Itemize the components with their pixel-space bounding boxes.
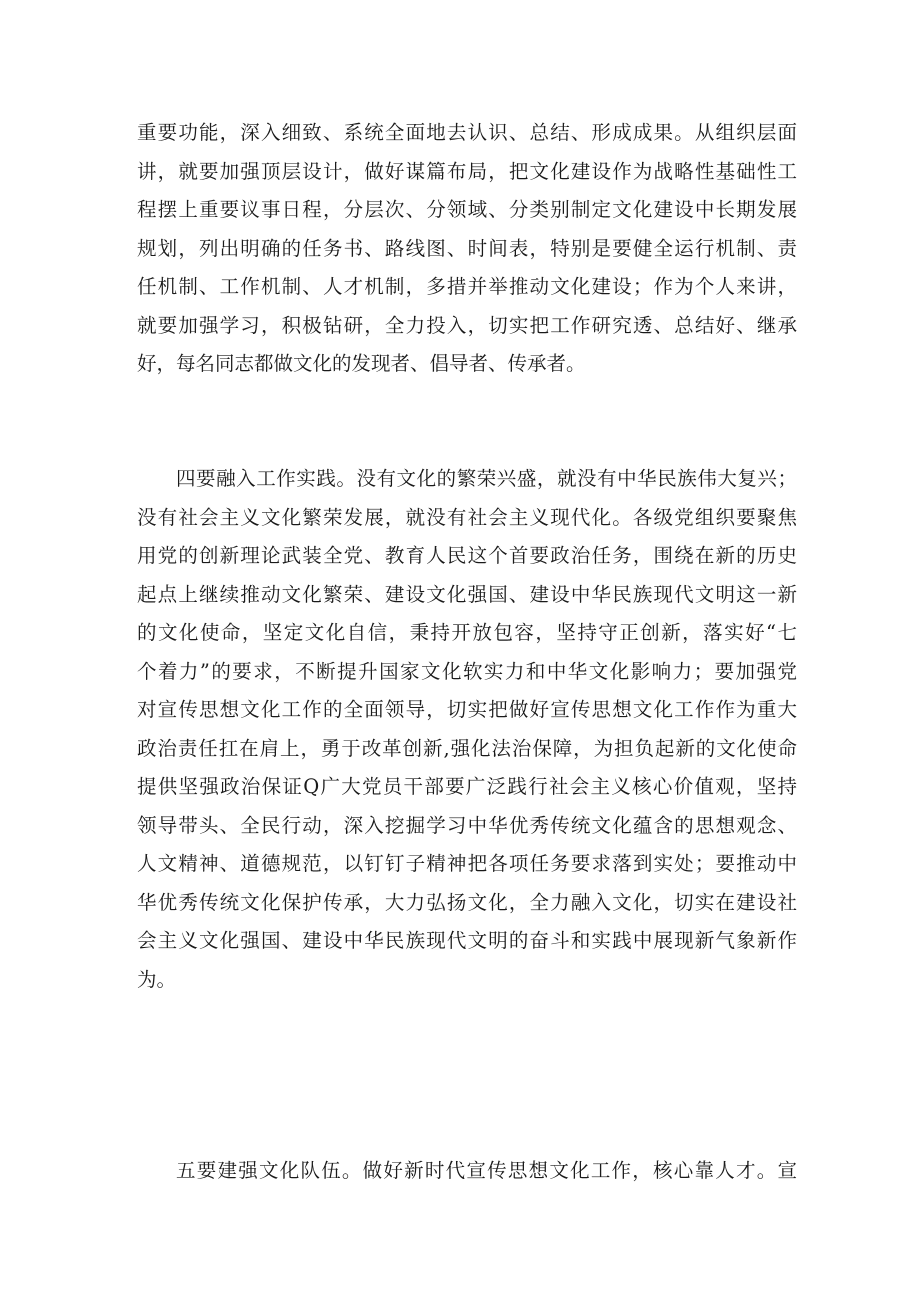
text-line: 讲，就要加强顶层设计，做好谋篇布局，把文化建设作为战略性基础性工 bbox=[137, 159, 797, 183]
text-line: 程摆上重要议事日程，分层次、分领域、分类别制定文化建设中长期发展 bbox=[137, 198, 797, 221]
paragraph-four-integrate-practice bbox=[137, 460, 797, 999]
text-line: 五要建强文化队伍。做好新时代宣传思想文化工作，核心靠人才。宣 bbox=[176, 1159, 797, 1182]
text-line: 对宣传思想文化工作的全面领导，切实把做好宣传思想文化工作作为重大 bbox=[137, 698, 797, 721]
text-line: 起点上继续推动文化繁荣、建设文化强国、建设中华民族现代文明这一新 bbox=[137, 582, 797, 606]
text-line: 规划，列出明确的任务书、路线图、时间表，特别是要健全运行机制、责 bbox=[137, 236, 797, 260]
text-line: 会主义文化强国、建设中华民族现代文明的奋斗和实践中展现新气象新作 bbox=[137, 929, 797, 952]
text-line: 领导带头、全民行动，深入挖掘学习中华优秀传统文化蕴含的思想观念、 bbox=[137, 813, 797, 837]
text-line: 人文精神、道德规范，以钉钉子精神把各项任务要求落到实处；要推动中 bbox=[137, 852, 797, 875]
text-line: 用党的创新理论武装全党、教育人民这个首要政治任务，围绕在新的历史 bbox=[137, 544, 797, 567]
paragraph-five-build-team bbox=[137, 1152, 797, 1191]
text-line: 没有社会主义文化繁荣发展，就没有社会主义现代化。各级党组织要聚焦 bbox=[137, 505, 797, 529]
text-line: 政治责任扛在肩上，勇于改革创新,强化法治保障，为担负起新的文化使命 bbox=[137, 736, 797, 760]
text-line: 提供坚强政治保证Q广大党员干部要广泛践行社会主义核心价值观，坚持 bbox=[137, 775, 797, 798]
text-line: 就要加强学习，积极钻研，全力投入，切实把工作研究透、总结好、继承 bbox=[137, 313, 797, 337]
text-line: 四要融入工作实践。没有文化的繁荣兴盛，就没有中华民族伟大复兴； bbox=[176, 467, 797, 490]
text-line: 个着力”的要求，不断提升国家文化软实力和中华文化影响力；要加强党 bbox=[137, 659, 797, 683]
paragraph-continued bbox=[137, 114, 797, 384]
text-line: 的文化使命，坚定文化自信，秉持开放包容，坚持守正创新，落实好“七 bbox=[137, 621, 797, 644]
text-line: 好，每名同志都做文化的发现者、倡导者、传承者。 bbox=[137, 352, 586, 375]
text-line: 为。 bbox=[137, 967, 177, 991]
text-line: 重要功能，深入细致、系统全面地去认识、总结、形成成果。从组织层面 bbox=[137, 121, 797, 144]
text-line: 华优秀传统文化保护传承，大力弘扬文化，全力融入文化，切实在建设社 bbox=[137, 890, 797, 914]
text-line: 任机制、工作机制、人才机制，多措并举推动文化建设；作为个人来讲， bbox=[137, 275, 797, 298]
